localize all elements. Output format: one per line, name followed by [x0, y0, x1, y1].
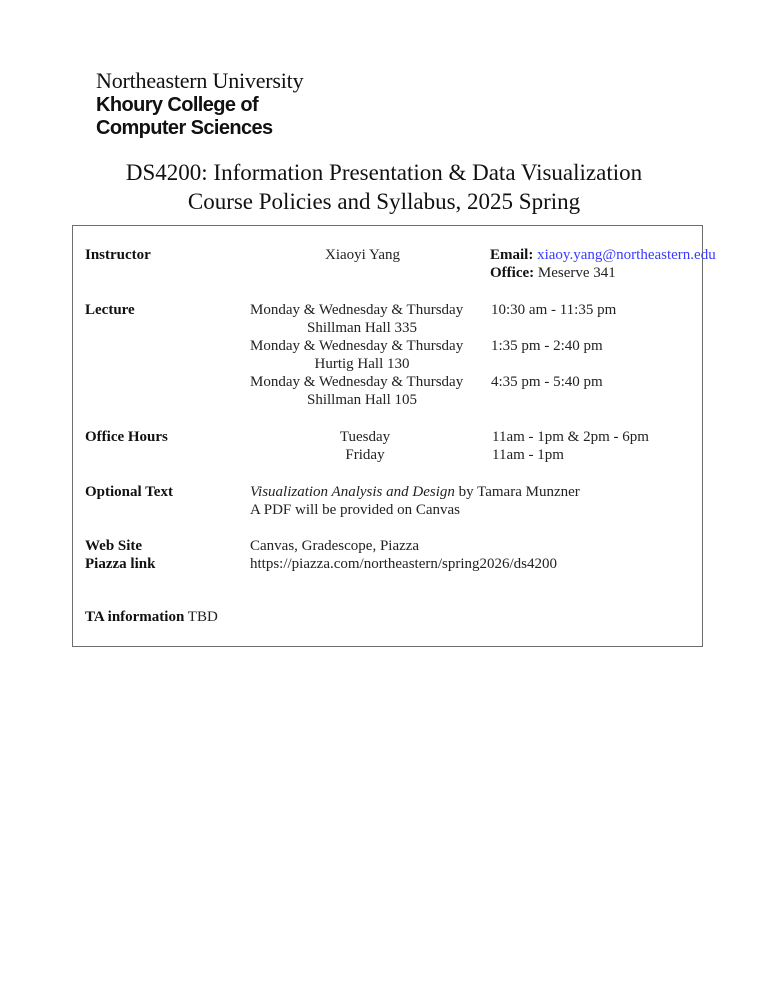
- instructor-label: Instructor: [85, 247, 151, 263]
- college-name-line2: Computer Sciences: [96, 117, 273, 139]
- office-hours-day: Friday: [345, 447, 385, 463]
- lecture-time: 4:35 pm - 5:40 pm: [491, 374, 603, 390]
- lecture-days: Monday & Wednesday & Thursday: [250, 302, 464, 318]
- office-hours-day: Tuesday: [339, 429, 391, 445]
- lecture-time: 1:35 pm - 2:40 pm: [491, 338, 603, 354]
- office-hours-label: Office Hours: [85, 429, 168, 445]
- instructor-email: [490, 246, 716, 264]
- university-name: Northeastern University: [96, 68, 304, 93]
- optional-text-label: Optional Text: [85, 484, 173, 500]
- lecture-location: Hurtig Hall 130: [314, 356, 410, 372]
- web-site-label: Web Site: [85, 538, 143, 554]
- lecture-days: Monday & Wednesday & Thursday: [250, 338, 464, 354]
- lecture-days: Monday & Wednesday & Thursday: [250, 374, 464, 390]
- office-hours-time: 11am - 1pm: [492, 447, 564, 463]
- office-value: Meserve 341: [537, 265, 616, 281]
- web-site-value: Canvas, Gradescope, Piazza: [250, 538, 420, 554]
- email-link[interactable]: xiaoy.yang@northeastern.edu: [537, 247, 716, 263]
- ta-info: [85, 608, 218, 626]
- book-title: Visualization Analysis and Design: [250, 484, 455, 500]
- college-name-line1: Khoury College of: [96, 94, 259, 116]
- piazza-label: Piazza link: [85, 556, 156, 572]
- university-logo: [96, 70, 303, 140]
- document-subtitle: Course Policies and Syllabus, 2025 Spring: [187, 189, 581, 214]
- lecture-location: Shillman Hall 335: [307, 320, 417, 336]
- optional-text-book: [250, 483, 580, 501]
- course-title: DS4200: Information Presentation & Data Visualization: [125, 160, 643, 185]
- page-title: [0, 158, 768, 216]
- email-label: Email:: [490, 247, 534, 263]
- lecture-location: Shillman Hall 105: [307, 392, 417, 408]
- book-author: by Tamara Munzner: [454, 484, 580, 500]
- piazza-link[interactable]: https://piazza.com/northeastern/spring2026/ds4200: [250, 556, 558, 572]
- ta-label: TA information: [85, 609, 185, 625]
- optional-text-note: A PDF will be provided on Canvas: [250, 502, 460, 518]
- office-label: Office:: [490, 265, 535, 281]
- office-hours-time: 11am - 1pm & 2pm - 6pm: [492, 429, 649, 445]
- lecture-label: Lecture: [85, 302, 135, 318]
- ta-value: TBD: [184, 609, 218, 625]
- instructor-office: [490, 264, 616, 282]
- instructor-name: Xiaoyi Yang: [325, 247, 401, 263]
- lecture-time: 10:30 am - 11:35 pm: [491, 302, 617, 318]
